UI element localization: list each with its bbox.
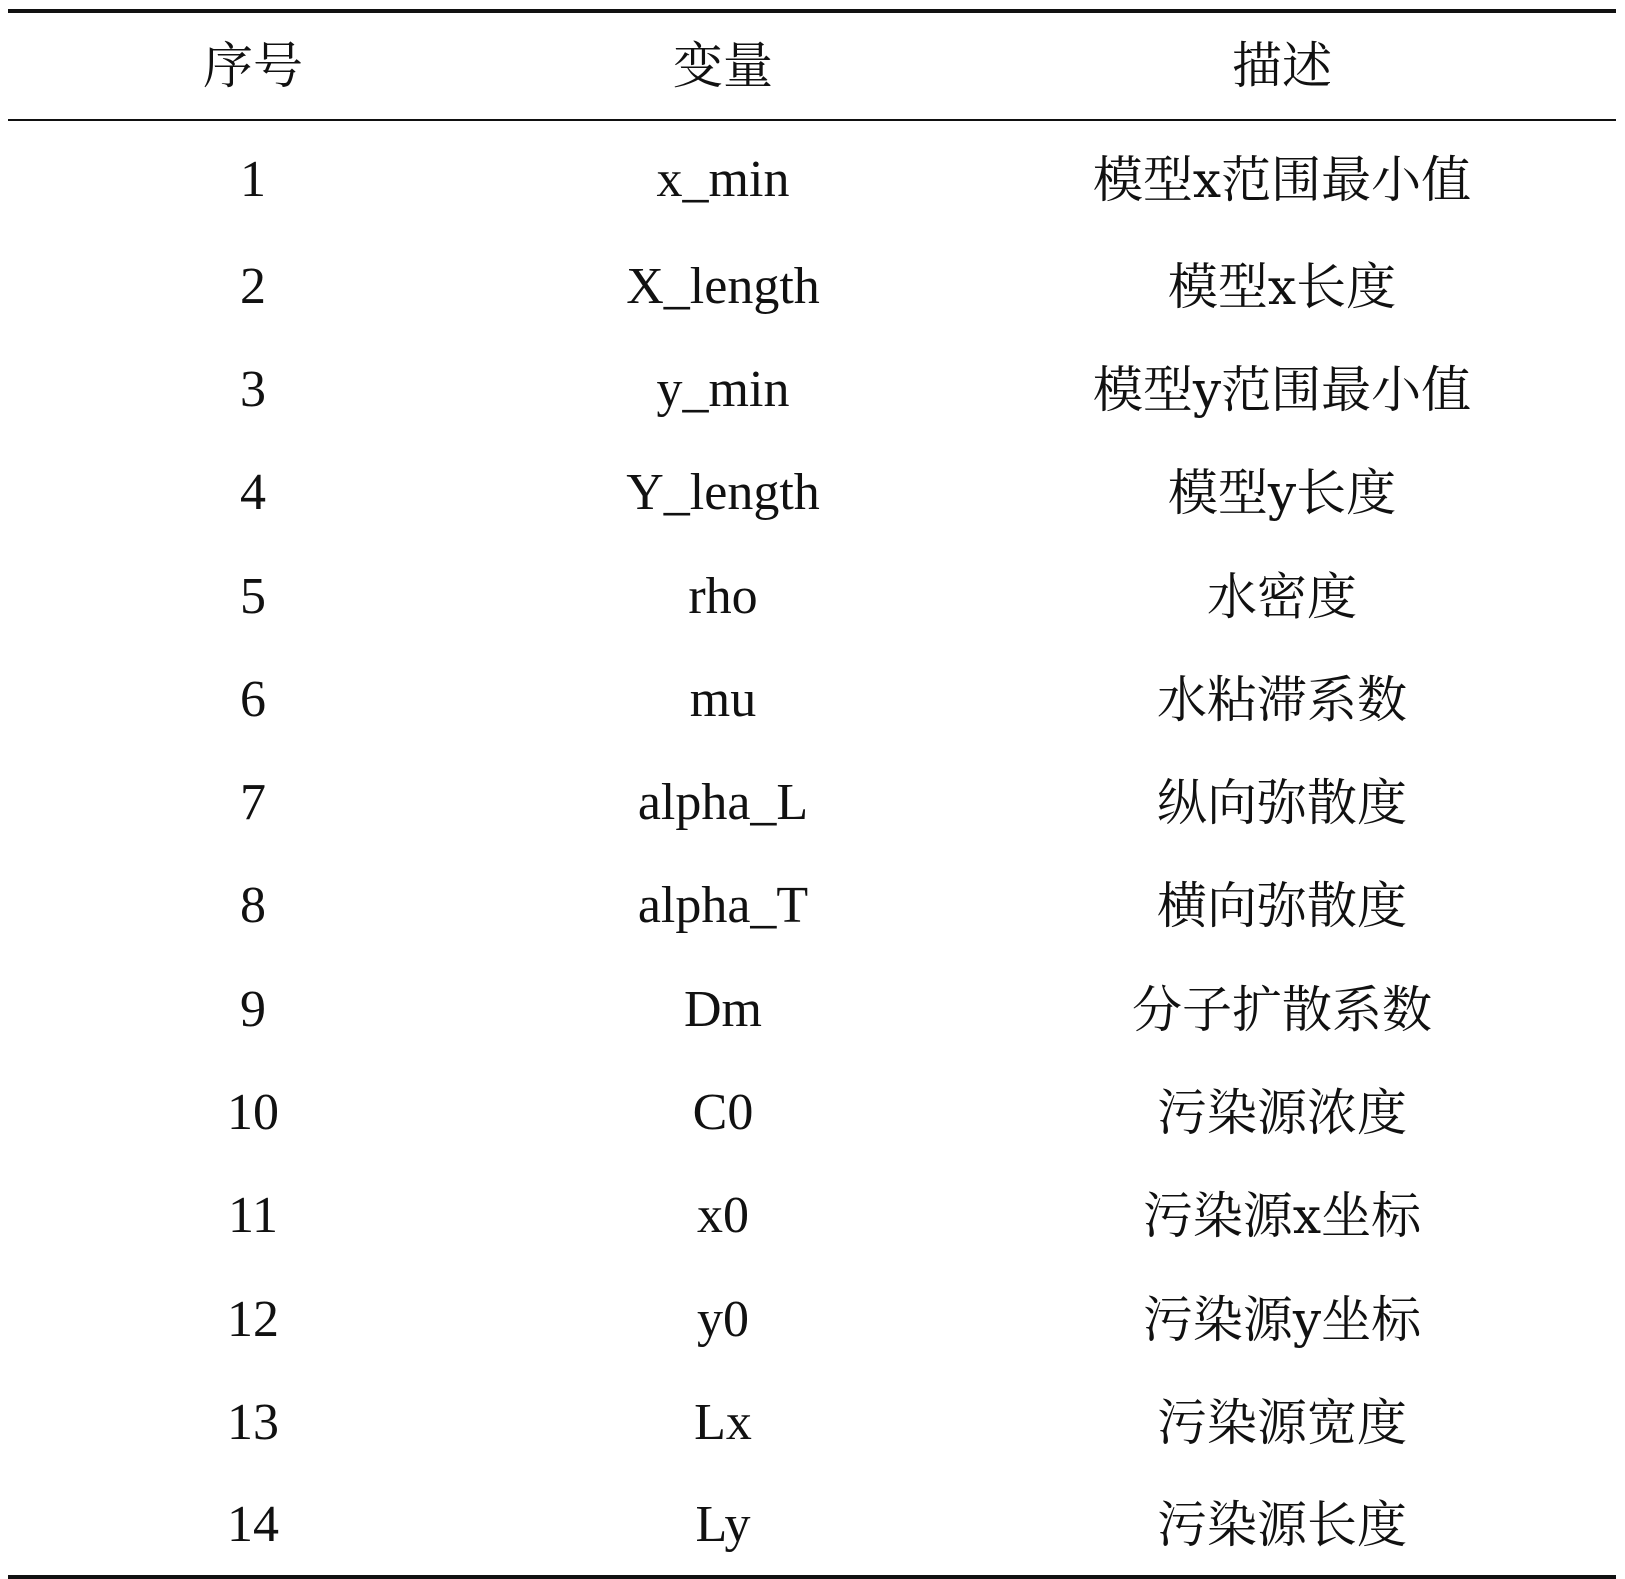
table-row xyxy=(8,1061,1616,1164)
table-row xyxy=(8,855,1616,958)
cell-index: 3 xyxy=(240,360,266,418)
table-row xyxy=(8,1268,1616,1371)
cell-index: 9 xyxy=(240,980,266,1038)
header-index: 序号 xyxy=(203,37,303,95)
cell-index: 10 xyxy=(227,1084,279,1142)
cell-description: 污染源宽度 xyxy=(1157,1393,1407,1452)
header-row xyxy=(8,11,1616,120)
header-variable: 变量 xyxy=(673,37,773,95)
cell-variable: Dm xyxy=(684,980,762,1038)
table-row xyxy=(8,442,1616,545)
cell-index: 1 xyxy=(240,151,266,208)
table-row xyxy=(8,545,1616,648)
cell-variable: C0 xyxy=(692,1084,754,1142)
cell-variable: Lx xyxy=(694,1393,752,1451)
cell-index: 11 xyxy=(227,1187,279,1245)
cell-description: 模型y范围最小值 xyxy=(1092,360,1472,419)
cell-description: 水密度 xyxy=(1207,567,1357,626)
cell-variable: mu xyxy=(689,670,757,728)
cell-index: 13 xyxy=(227,1393,279,1451)
cell-index: 7 xyxy=(240,774,266,832)
table-row xyxy=(8,235,1616,338)
cell-variable: alpha_L xyxy=(637,774,809,832)
table-row xyxy=(8,1165,1616,1268)
cell-description: 水粘滞系数 xyxy=(1157,670,1407,729)
table-row xyxy=(8,958,1616,1061)
cell-description: 污染源y坐标 xyxy=(1142,1290,1422,1349)
cell-variable: x0 xyxy=(697,1187,749,1245)
table-row xyxy=(8,338,1616,441)
cell-index: 6 xyxy=(240,670,266,728)
cell-index: 14 xyxy=(227,1495,279,1553)
cell-variable: rho xyxy=(688,567,758,625)
table-header xyxy=(8,11,1616,120)
cell-variable: alpha_T xyxy=(637,877,809,935)
header-description: 描述 xyxy=(1232,37,1332,95)
cell-description: 横向弥散度 xyxy=(1157,877,1407,936)
table-row xyxy=(8,120,1616,235)
cell-description: 分子扩散系数 xyxy=(1132,980,1432,1039)
cell-variable: Y_length xyxy=(626,464,820,522)
table-row xyxy=(8,1371,1616,1474)
cell-index: 4 xyxy=(240,464,266,522)
cell-variable: y_min xyxy=(656,360,790,418)
table-row xyxy=(8,751,1616,854)
cell-index: 8 xyxy=(240,877,266,935)
table-row xyxy=(8,1475,1616,1577)
cell-description: 模型x范围最小值 xyxy=(1092,151,1472,209)
cell-description: 污染源浓度 xyxy=(1157,1084,1407,1143)
cell-index: 12 xyxy=(227,1290,279,1348)
cell-description: 污染源x坐标 xyxy=(1142,1187,1422,1246)
table-row xyxy=(8,648,1616,751)
variables-table-container xyxy=(8,9,1616,1579)
table-body xyxy=(8,120,1616,1577)
cell-variable: x_min xyxy=(656,151,790,208)
cell-description: 模型x长度 xyxy=(1167,257,1397,316)
cell-description: 模型y长度 xyxy=(1167,464,1397,523)
cell-index: 5 xyxy=(240,567,266,625)
cell-index: 2 xyxy=(240,257,266,315)
cell-variable: Ly xyxy=(695,1495,751,1553)
cell-variable: X_length xyxy=(626,257,820,315)
variables-table xyxy=(8,9,1616,1579)
cell-variable: y0 xyxy=(697,1290,749,1348)
cell-description: 污染源长度 xyxy=(1157,1495,1407,1554)
cell-description: 纵向弥散度 xyxy=(1157,774,1407,833)
